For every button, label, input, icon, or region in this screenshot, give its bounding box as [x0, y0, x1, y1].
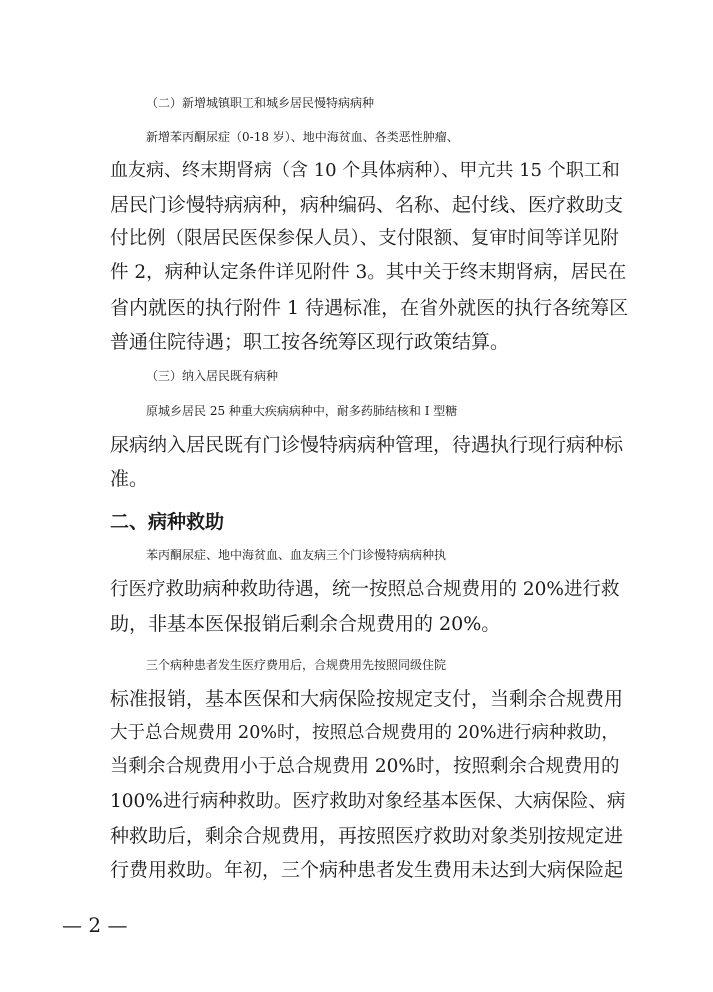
paragraph-line: 种救助后，剩余合规费用，再按照医疗救助对象类别按规定进	[110, 825, 624, 847]
paragraph-line: 件 2，病种认定条件详见附件 3。其中关于终末期肾病，居民在	[110, 262, 627, 283]
paragraph-line: 100%进行病种救助。医疗救助对象经基本医保、大病保险、病	[110, 791, 626, 812]
paragraph-line: 标准报销，基本医保和大病保险按规定支付，当剩余合规费用	[110, 688, 624, 710]
paragraph-line: 大于总合规费用 20%时，按照总合规费用的 20%进行病种救助，	[110, 723, 619, 743]
paragraph-line: 省内就医的执行附件 1 待遇标准，在省外就医的执行各统筹区	[110, 297, 629, 319]
paragraph-line: 尿病纳入居民既有门诊慢特病病种管理，待遇执行现行病种标	[110, 434, 624, 456]
section-heading-disease-aid: 二、病种救助	[110, 511, 225, 533]
paragraph-line: 血友病、终末期肾病（含 10 个具体病种）、甲亢共 15 个职工和	[110, 160, 620, 181]
paragraph-line: 准。	[110, 468, 149, 490]
paragraph-line: 行费用救助。年初，三个病种患者发生费用未达到大病保险起	[110, 859, 624, 881]
paragraph-line: 苯丙酮尿症、地中海贫血、血友病三个门诊慢特病病种执	[146, 548, 447, 562]
paragraph-line: 三个病种患者发生医疗费用后，合规费用先按照同级住院	[146, 658, 447, 672]
subheading-existing-diseases: （三）纳入居民既有病种	[146, 369, 279, 383]
paragraph-line: 原城乡居民 25 种重大疾病病种中，耐多药肺结核和 I 型糖	[146, 404, 458, 418]
paragraph-line: 助，非基本医保报销后剩余合规费用的 20%。	[110, 613, 501, 635]
page-number: — 2 —	[62, 913, 128, 937]
paragraph-line: 新增苯丙酮尿症（0-18 岁）、地中海贫血、各类恶性肿瘤、	[146, 130, 459, 144]
paragraph-line: 普通住院待遇；职工按各统筹区现行政策结算。	[110, 331, 510, 353]
paragraph-line: 行医疗救助病种救助待遇，统一按照总合规费用的 20%进行救	[110, 579, 620, 600]
paragraph-line: 付比例（限居民医保参保人员）、支付限额、复审时间等详见附	[110, 228, 619, 249]
subheading-new-diseases: （二）新增城镇职工和城乡居民慢特病病种	[146, 96, 375, 110]
paragraph-line: 居民门诊慢特病病种，病种编码、名称、起付线、医疗救助支	[110, 194, 624, 216]
paragraph-line: 当剩余合规费用小于总合规费用 20%时，按照剩余合规费用的	[110, 756, 620, 777]
